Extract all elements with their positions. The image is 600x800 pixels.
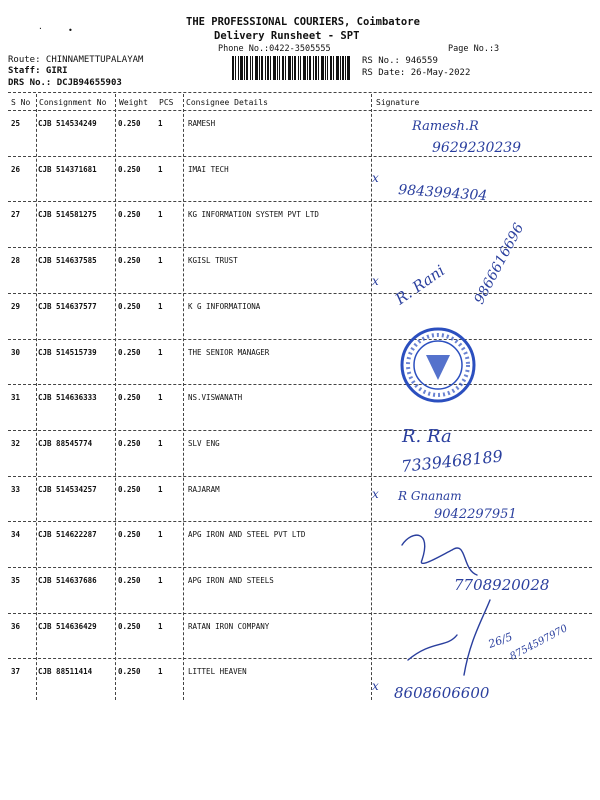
pieces-count: 1 [158,119,163,128]
consignment-number: CJB 88511414 [38,667,93,677]
weight-value: 0.250 [118,576,141,585]
route-label: Route: CHINNAMETTUPALAYAM [8,55,144,65]
pieces-count: 1 [158,301,163,311]
drs-number: DRS No.: DCJB94655903 [8,78,122,88]
pieces-count: 1 [158,667,163,677]
stray-mark: . [38,22,43,31]
consignee-name: LITTEL HEAVEN [188,667,247,677]
barcode [232,56,350,80]
consignee-name: SLV ENG [188,438,220,448]
consignee-name: NS.VISWANATH [188,393,243,403]
handwritten-name: R. Rani [391,261,449,309]
handwritten-phone: 9629230239 [432,140,522,156]
handwritten-phone: 8754597970 [508,623,570,663]
weight-value: 0.250 [118,210,141,220]
serial-number: 36 [11,621,21,631]
pieces-count: 1 [158,347,163,357]
serial-number: 35 [11,576,21,585]
rs-number: RS No.: 946559 [362,56,438,66]
consignee-name: RATAN IRON COMPANY [188,621,270,631]
pieces-count: 1 [158,256,163,266]
pieces-count: 1 [158,393,163,403]
handwritten-mark: x [372,274,379,288]
consignee-name: K G INFORMATIONA [188,301,261,311]
serial-number: 31 [11,393,21,403]
handwritten-mark: x [372,487,379,501]
handwritten-phone: 7339468189 [400,446,504,476]
weight-value: 0.250 [118,621,141,631]
consignee-name: RAJARAM [188,484,220,494]
scribble-stroke [464,600,490,675]
weight-value: 0.250 [118,164,141,174]
consignee-name: APG IRON AND STEELS [188,576,274,585]
consignment-number: CJB 514534257 [38,484,97,494]
pieces-count: 1 [158,484,163,494]
phone-number: Phone No.:0422-3505555 [218,44,331,54]
weight-value: 0.250 [118,667,141,677]
weight-value: 0.250 [118,484,141,494]
column-header-sno: S No [11,98,31,107]
handwritten-phone: 7708920028 [454,576,550,594]
pieces-count: 1 [158,164,163,174]
handwritten-mark: x [372,679,379,693]
pieces-count: 1 [158,621,163,631]
handwritten-phone: 9843994304 [397,182,488,205]
pieces-count: 1 [158,210,163,220]
handwritten-date: 26/5 [486,630,515,651]
weight-value: 0.250 [118,347,141,357]
consignment-number: CJB 514636333 [38,393,97,403]
consignment-number: CJB 514371681 [38,164,97,174]
consignment-number: CJB 514534249 [38,119,97,128]
weight-value: 0.250 [118,393,141,403]
header-top-rule [8,92,592,93]
serial-number: 32 [11,438,21,448]
consignment-number: CJB 514637577 [38,301,97,311]
serial-number: 26 [11,164,21,174]
scribble-stroke [402,535,477,575]
weight-value: 0.250 [118,438,141,448]
handwritten-name: R. Ra [402,426,452,447]
column-header-signature: Signature [376,98,420,107]
consignee-name: THE SENIOR MANAGER [188,347,270,357]
serial-number: 34 [11,530,21,540]
handwritten-phone: 9042297951 [434,507,517,522]
consignment-number: CJB 514622287 [38,530,97,540]
consignment-number: CJB 514637686 [38,576,97,585]
consignee-name: KG INFORMATION SYSTEM PVT LTD [188,210,319,220]
consignee-name: IMAI TECH [188,164,229,174]
pieces-count: 1 [158,576,163,585]
consignee-name: KGISL TRUST [188,256,238,266]
page-number: Page No.:3 [448,44,500,54]
rs-date: RS Date: 26-May-2022 [362,68,471,78]
staff-label: Staff: GIRI [8,66,68,76]
company-stamp [398,325,478,405]
underline-stroke [408,635,457,660]
handwritten-mark: x [372,171,379,185]
column-header-pcs: PCS [159,98,174,107]
column-header-consignment: Consignment No [39,98,107,107]
consignment-number: CJB 514637585 [38,256,97,266]
consignee-name: APG IRON AND STEEL PVT LTD [188,530,306,540]
pieces-count: 1 [158,530,163,540]
column-header-consignee: Consignee Details [186,98,268,107]
serial-number: 25 [11,119,21,128]
weight-value: 0.250 [118,119,141,128]
weight-value: 0.250 [118,530,141,540]
handwritten-phone: 9866616696 [471,220,528,307]
consignment-number: CJB 88545774 [38,438,93,448]
company-title: THE PROFESSIONAL COURIERS, Coimbatore [186,16,420,28]
pieces-count: 1 [158,438,163,448]
serial-number: 33 [11,484,21,494]
handwritten-name: R Gnanam [398,489,462,503]
runsheet-subtitle: Delivery Runsheet - SPT [214,30,360,42]
column-header-weight: Weight [119,98,148,107]
handwritten-name: Ramesh.R [412,119,479,134]
weight-value: 0.250 [118,256,141,266]
consignee-name: RAMESH [188,119,216,128]
stray-mark: • [68,26,73,35]
serial-number: 29 [11,301,21,311]
weight-value: 0.250 [118,301,141,311]
consignment-number: CJB 514515739 [38,347,97,357]
handwritten-phone: 8608606600 [394,684,490,700]
consignment-number: CJB 514581275 [38,210,97,220]
serial-number: 37 [11,667,21,677]
serial-number: 30 [11,347,21,357]
serial-number: 27 [11,210,21,220]
serial-number: 28 [11,256,21,266]
consignment-number: CJB 514636429 [38,621,97,631]
